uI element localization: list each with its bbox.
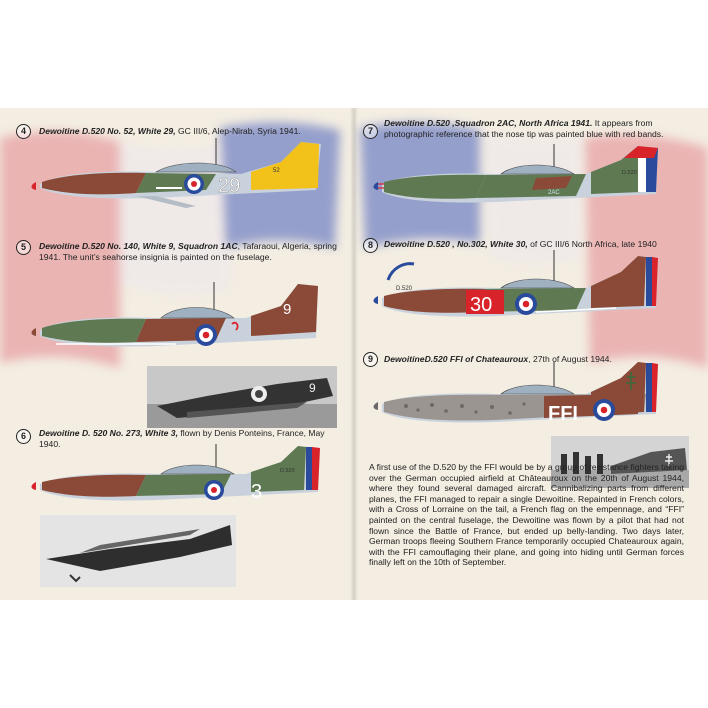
rudder-red [652, 363, 658, 412]
caption-8 [384, 239, 689, 250]
caption-8-title: Dewoitine D.520 , No.302, White 30, [384, 239, 528, 249]
rudder-red [652, 257, 658, 306]
camo-green [42, 319, 146, 343]
camo-brown [42, 173, 146, 195]
profile-aircraft-4 [36, 138, 336, 218]
caption-8-text: of GC III/6 North Africa, late 1940 [527, 239, 657, 249]
camo-brown [532, 176, 572, 190]
fuselage-code: 29 [218, 175, 241, 197]
tail-code: D.520 [280, 468, 295, 474]
profile-aircraft-9 [376, 360, 676, 440]
fuselage-code: 30 [470, 294, 493, 316]
tail-code: D.520 [396, 286, 413, 292]
canopy [156, 163, 236, 172]
yellow-tail [251, 142, 319, 190]
caption-4 [39, 126, 339, 137]
caption-5-title: Dewoitine D.520 No. 140, White 9, Squadron 1AC [39, 241, 238, 251]
photo-marking: 9 [309, 381, 316, 395]
rudder-blue [306, 447, 312, 490]
caption-7-title: Dewoitine D.520 ,Squadron 2AC, North Africa 1941. [384, 118, 593, 128]
roundel-centre [191, 181, 197, 187]
nose-stripe [388, 264, 414, 280]
profile-aircraft-6 [36, 444, 336, 514]
canopy [501, 279, 574, 288]
entry-number-6: 6 [16, 429, 31, 444]
canopy [501, 385, 574, 394]
caption-5 [39, 241, 339, 262]
profile-aircraft-5 [36, 282, 336, 372]
roundel-centre [203, 332, 210, 339]
roundel-centre [211, 487, 217, 493]
entry-number-5: 5 [16, 240, 31, 255]
canopy [501, 165, 574, 174]
photo-roundel-centre [255, 390, 263, 398]
undercarriage [136, 196, 196, 208]
caption-7 [384, 118, 689, 139]
entry-number-9: 9 [363, 352, 378, 367]
caption-6-text: flown by Denis Ponteins, France, May 1940. [39, 428, 325, 449]
rudder-blue [646, 363, 652, 412]
fuselage-code: FFI [548, 403, 578, 425]
fuselage-code: 2AC [548, 190, 560, 196]
rudder-red [312, 447, 320, 490]
camo-green [384, 175, 486, 199]
roundel-centre [523, 301, 530, 308]
archive-photo-5 [147, 366, 337, 428]
ffi-history-text: A first use of the D.520 by the FFI would be by a group of resistance fighters taking over the German occupied airfield at Châteauroux on the 20th of August 1944, where they found several damaged aircraft. Cannibalizing parts from different planes, the FFI managed to repair a single Dewoitine. Repainted in French colors, with a Cross of Lorraine on the tail, a French flag on the empennage, and “FFI” painted on the central fuselage, the Dewoitine was flown by a pilot that had not flown since the Battle of France, but ended up belly-landing. Two days later, German troops fleeing Southern France temporarily occupied Chateauroux again, with the FFI camouflaging their plane, and going into hiding until German forces finally left on the 10th of September. [369, 462, 684, 568]
tail-code: 52 [273, 168, 280, 174]
caption-9-title: DewoitineD.520 FFI of Chateauroux [384, 354, 529, 364]
entry-number-8: 8 [363, 238, 378, 253]
caption-7-text: It appears from photographic reference that the nose tip was painted blue with red bands. [384, 118, 664, 139]
profile-aircraft-8 [376, 250, 676, 340]
profile-aircraft-7 [376, 144, 676, 220]
caption-9-text: , 27th of August 1944. [528, 354, 612, 364]
tail-code: D.520 [622, 170, 637, 176]
caption-4-title: Dewoitine D.520 No. 52, White 29, [39, 126, 176, 136]
entry-number-7: 7 [363, 124, 378, 139]
canopy [161, 465, 234, 474]
canopy [161, 308, 234, 319]
rudder-top-red [624, 146, 658, 158]
caption-6-title: Dewoitine D. 520 No. 273, White 3, [39, 428, 178, 438]
tail-code: 9 [283, 301, 292, 318]
roundel-centre [601, 407, 608, 414]
caption-4-text: GC III/6, Alep-Nirab, Syria 1941. [175, 126, 301, 136]
page-gutter [350, 108, 358, 600]
archive-photo-6 [40, 515, 236, 587]
caption-5-text: , Tafaraoui, Algeria, spring 1941. The unit’s seahorse insignia is painted on the fuselage. [39, 241, 337, 262]
entry-number-4: 4 [16, 124, 31, 139]
camo-green [136, 173, 216, 193]
fuselage-code: 3 [251, 481, 263, 503]
rudder-blue [646, 257, 652, 306]
